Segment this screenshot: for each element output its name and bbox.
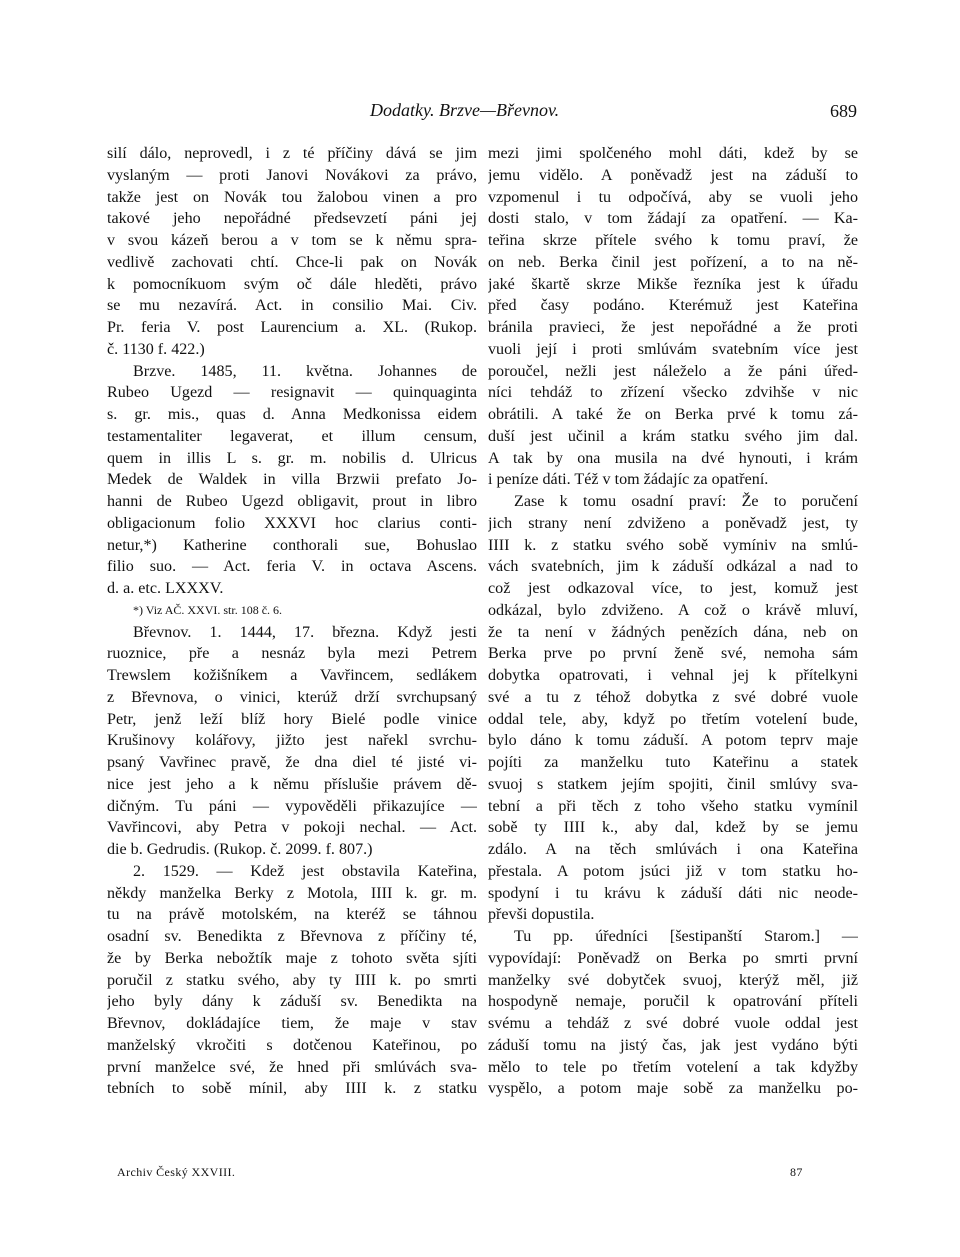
text-line: pojíti za manželku tuto Kateřinu a statek [488, 754, 858, 771]
text-line: dosti stalo, v tom žádají za opatření. — Ka- [488, 210, 858, 228]
text-line: záduší tomu na jistý čas, jak jest vydáno býti [488, 1036, 858, 1054]
text-line: osadní sv. Benedikta z Břevnova z příčiny té, [107, 928, 477, 945]
text-line: i peníze dáti. Též v tom žádajíc za opatření. [488, 471, 769, 489]
text-line: Zase k tomu osadní praví: Že to poručení [514, 493, 858, 510]
text-line: hanni de Rubeo Ugezd obligavit, prout in libro [107, 493, 477, 510]
text-line: mělo to tele po třetím votelení a tak kdyžby [488, 1058, 858, 1076]
text-line: k pomocníkuom svým oč dále hleděti, právo [107, 275, 477, 293]
text-line: bránila pravieci, že jest nepořádné a že proti [488, 319, 858, 336]
text-line: vyslaným — proti Janovi Novákovi za právo, [107, 166, 477, 184]
text-line: takže jest on Novák tou žalobou vinen a pro [107, 188, 477, 206]
text-line: před časy podáno. Kterémuž jest Kateřina [488, 297, 858, 315]
text-line: Petr, jenž leží blíž hory Bielé podle vinice [107, 710, 477, 728]
text-line: že by Berka nebožtík maje z tohoto světa sjíti [107, 949, 477, 967]
text-line: tebních to sobě mínil, aby IIII k. z statku [107, 1080, 477, 1098]
text-line: ruoznice, pře a nesnáz byla mezi Petrem [107, 645, 477, 663]
text-line: vzpomenul i tu odpočívá, aby se vuoli jeho [488, 188, 858, 206]
text-line: vuoli její i proti smlúvám svatebním více jest [488, 340, 858, 358]
text-line: 2. 1529. — Kdež jest obstavila Kateřina, [133, 862, 477, 880]
text-line: Břevnov. 1. 1444, 17. března. Když jesti [133, 623, 477, 641]
text-line: Vavřincovi, aby Petra v pokoji nechal. — Act. [107, 819, 477, 837]
text-line: svuoj s statkem jejím spojiti, činil smlúvy sva- [488, 775, 858, 793]
text-line: č. 1130 f. 422.) [107, 340, 205, 358]
text-line: testamentaliter legaverat, et illum censum, [107, 427, 477, 445]
text-line: obligacionum folio XXXVI hoc clarius conti- [107, 514, 477, 532]
text-line: vedlivě zachovati chtí. Chce-li pak on Novák [107, 253, 477, 271]
text-line: netur,*) Katherine conthorali sue, Bohuslao [107, 536, 477, 554]
text-line: jemu vidělo. A poněvadž jest na záduší to [488, 166, 858, 184]
text-line: obrátili. A také že on Berka prvé k tomu zá- [488, 406, 858, 423]
text-line: dičným. Tu páni — vypověděli přikazujíce — [107, 797, 477, 815]
text-line: mezi jimi spolčeného mohl dáti, kdež by se [488, 145, 858, 162]
text-line: Berka prve po první ženě své, nemoha sám [488, 645, 858, 663]
text-line: quem in illis L s. gr. m. nobilis d. Ulricus [107, 449, 477, 467]
text-line: manželky své dobytček svuoj, kterýž měl, již [488, 971, 858, 989]
text-line: odkázal, bylo zdviženo. A což o krávě mluví, [488, 601, 858, 619]
text-line: Pr. feria V. post Laurencium a. XL. (Rukop. [107, 319, 477, 336]
text-line: Trewslem kožišníkem a Vavřincem, sedlákem [107, 667, 477, 684]
text-line: filio suo. — Act. feria V. in octava Ascens. [107, 558, 477, 576]
text-line: IIII k. z statku svého sobě vymíniv na smlú- [488, 536, 858, 554]
text-line: d. a. etc. LXXXV. [107, 580, 224, 597]
text-line: Medek de Waldek in villa Brzwii prefato Jo- [107, 471, 477, 489]
text-line: s. gr. mis., quas d. Anna Medkonissa eidem [107, 406, 477, 423]
text-line: nice jest jeho a k němu příslušie právem dě- [107, 775, 477, 793]
text-line: že ta není v žádných penězích dána, neb on [488, 623, 858, 641]
text-line: převši dopustila. [488, 906, 595, 924]
text-line: zdálo. A na těch smlúvách i ona Kateřina [488, 841, 858, 858]
right-column [488, 143, 858, 1100]
text-line: dobytka opatrovati, i vehnal jej k přítelkyni [488, 667, 858, 684]
text-line: své a tu z téhož dobytka z své dobré vuole [488, 688, 858, 706]
text-line: v svou kázeň berou a v tom se k němu spra- [107, 232, 477, 249]
text-line: vyspělo, a potom maje sobě za manželku po- [488, 1080, 858, 1098]
running-title: Dodatky. Brzve—Břevnov. [370, 100, 560, 120]
text-line: duší jest učinil a krám statku svého jim dal. [488, 427, 858, 445]
text-line: první manželce své, že hned při smlúvách sva- [107, 1058, 477, 1076]
text-line: někdy manželka Berky z Motola, IIII k. gr. m. [107, 884, 477, 902]
signature-mark: 87 [790, 1165, 803, 1179]
signature-title: Archiv Český XXVIII. [117, 1165, 236, 1179]
text-line: vypovídají: Poněvadž on Berka po smrti první [488, 949, 858, 967]
footnote-line: *) Viz AČ. XXVI. str. 108 č. 6. [133, 602, 283, 617]
text-line: Tu pp. úředníci [šestipanští Starom.] — [514, 928, 858, 945]
text-line: teřina skrze přítele svého k tomu praví, že [488, 232, 858, 249]
text-line: psaný Vavřinec pravě, že dna diel té jisté vi- [107, 754, 477, 771]
text-line: tu na právě motolském, na kteréž se táhnou [107, 906, 477, 924]
text-line: jich strany není zdviženo a poněvadž jest, ty [488, 514, 858, 532]
text-line: jeho byly dány k záduší sv. Benedikta na [107, 993, 477, 1011]
text-line: poroučel, nežli jest náleželo a že páni úřed- [488, 362, 858, 380]
text-line: A tak by ona musila na dvé hynouti, i krám [488, 449, 858, 467]
text-line: bylo dáno k tomu záduší. A potom teprv maje [488, 732, 858, 750]
text-line: Krušinovy kolářovy, jižto jest nařekl svrchu- [107, 732, 477, 750]
text-line: oddal tele, aby, když po třetím votelení bude, [488, 710, 858, 728]
text-line: vách svatebních, jim k záduší odkázal a nad to [488, 558, 858, 576]
text-line: jaké škartě skrze Mikše řezníka jest k úřadu [488, 275, 858, 293]
text-line: svému a tehdáž z své dobré vuole oddal jest [488, 1015, 858, 1032]
text-line: Rubeo Ugezd — resignavit — quinquaginta [107, 384, 477, 402]
text-line: manželský vkročiti s dotčenou Kateřinou, po [107, 1036, 477, 1054]
text-line: poručil z statku svého, aby ty IIII k. po smrti [107, 971, 477, 989]
text-line: z Břevnova, o vinici, kterúž drží svrchupsaný [107, 688, 477, 706]
text-line: takové jeho nepořádné předsevzetí páni jej [107, 210, 477, 228]
text-line: Brzve. 1485, 11. května. Johannes de [133, 362, 477, 380]
text-line: spodyní i tu krávu k záduší dáti nic neode- [488, 884, 858, 902]
text-line: tební a při těch z toho všeho statku vymínil [488, 797, 858, 815]
text-line: sobě ty IIII k., aby dal, kdež by se jemu [488, 819, 858, 837]
text-line: se mu nezavírá. Act. in consilio Mai. Civ. [107, 297, 477, 315]
text-line: přestala. A potom jsúci již v tom statku ho- [488, 862, 858, 880]
left-column [107, 143, 477, 1100]
text-line: což jest odkazoval více, to jest, komuž jest [488, 580, 858, 597]
text-line: Břevnov, dokládajíce tiem, že maje v stav [107, 1015, 477, 1032]
text-line: hospodyně nemaje, poručil k opatrování příteli [488, 993, 858, 1011]
text-line: die b. Gedrudis. (Rukop. č. 2099. f. 807.) [107, 841, 373, 858]
text-line: silí dálo, neprovedl, i z té příčiny dává se jim [107, 145, 477, 162]
text-line: on neb. Berka činil jest pořízení, a to na ně- [488, 253, 858, 271]
page-number: 689 [830, 101, 857, 121]
text-line: níci tehdáž to zřízení všecko zdvihše v nic [488, 384, 858, 402]
